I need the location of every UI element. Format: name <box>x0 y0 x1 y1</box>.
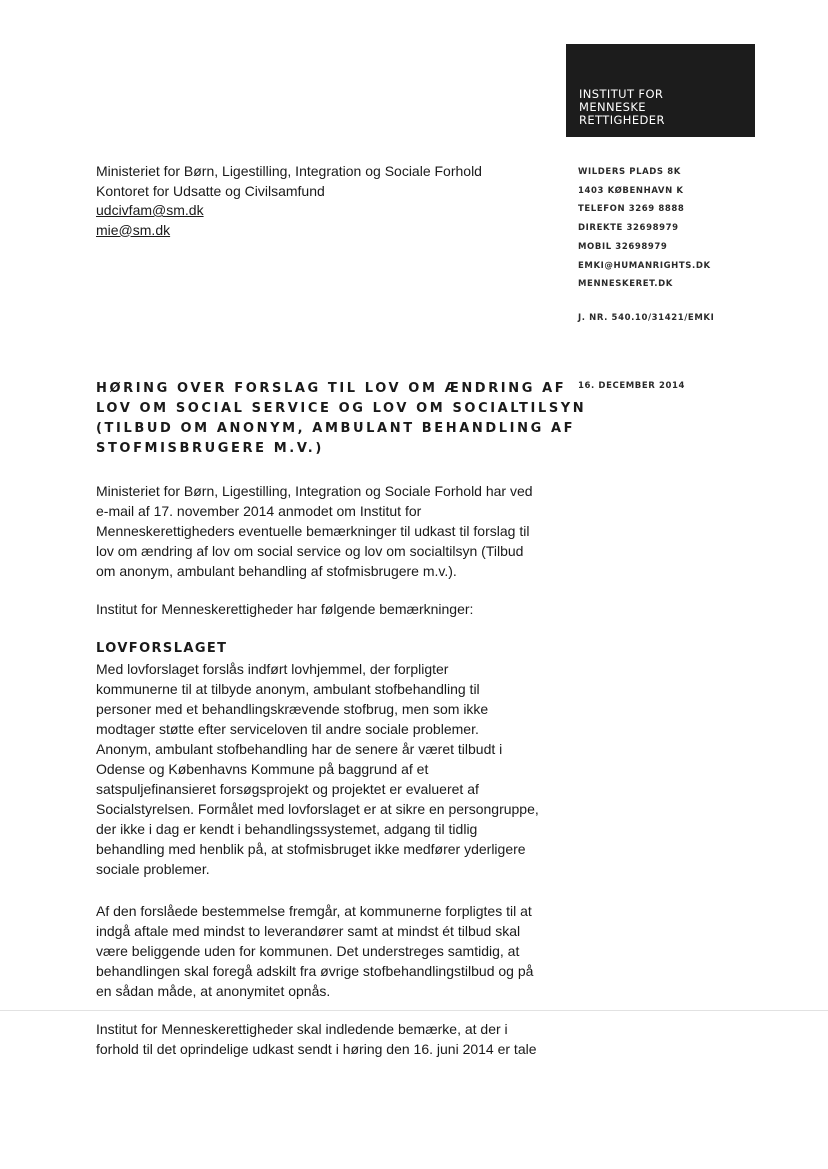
section-body-paragraph <box>96 659 576 879</box>
institute-logo <box>566 44 755 137</box>
paragraph-line: Odense og Københavns Kommune på baggrund af et <box>96 761 429 777</box>
logo-line: MENNESKE <box>579 100 646 114</box>
paragraph-line: indgå aftale med mindst to leverandører samt at mindst ét tilbud skal <box>96 923 521 939</box>
paragraph-line: Institut for Menneskerettigheder skal indledende bemærke, at der i <box>96 1021 508 1037</box>
paragraph-line: behandling med henblik på, at stofmisbruget ikke medfører yderligere <box>96 841 526 857</box>
closing-paragraph <box>96 1019 576 1059</box>
paragraph-line: der ikke i dag er kendt i behandlingssystemet, adgang til tidlig <box>96 821 478 837</box>
sender-direct-phone: DIREKTE 32698979 <box>578 223 679 234</box>
paragraph-line: behandlingen skal foregå adskilt fra øvrige stofbehandlingstilbud og på <box>96 963 534 979</box>
logo-line: RETTIGHEDER <box>579 113 665 127</box>
logo-line: INSTITUT FOR <box>579 87 664 101</box>
recipient-office: Kontoret for Udsatte og Civilsamfund <box>96 182 325 199</box>
paragraph-line: om anonym, ambulant behandling af stofmisbrugere m.v.). <box>96 563 457 579</box>
letter-date: 16. DECEMBER 2014 <box>578 381 686 391</box>
paragraph-line: en sådan måde, at anonymitet opnås. <box>96 983 331 999</box>
intro-paragraph <box>96 481 576 581</box>
remarks-intro-paragraph <box>96 599 576 619</box>
paragraph-line: lov om ændring af lov om social service og lov om socialtilsyn (Tilbud <box>96 543 524 559</box>
journal-number: J. NR. 540.10/31421/EMKI <box>578 313 715 323</box>
paragraph-line: være beliggende uden for kommunen. Det understreges samtidig, at <box>96 943 520 959</box>
paragraph-line: satspuljefinansieret forsøgsprojekt og projektet er evalueret af <box>96 781 479 797</box>
recipient-email-link[interactable]: udcivfam@sm.dk <box>96 202 204 218</box>
sender-address-line: WILDERS PLADS 8K <box>578 167 681 177</box>
paragraph-line: modtager støtte efter serviceloven til andre sociale problemer. <box>96 721 479 737</box>
paragraph-line: sociale problemer. <box>96 861 210 877</box>
sender-phone: TELEFON 3269 8888 <box>578 204 685 215</box>
paragraph-line: Af den forslåede bestemmelse fremgår, at kommunerne forpligtes til at <box>96 903 532 919</box>
recipient-ministry: Ministeriet for Børn, Ligestilling, Integration og Sociale Forhold <box>96 163 482 179</box>
paragraph-line: Ministeriet for Børn, Ligestilling, Integration og Sociale Forhold har ved <box>96 483 533 499</box>
section-heading-lovforslaget: LOVFORSLAGET <box>96 641 228 656</box>
paragraph-line: Anonym, ambulant stofbehandling har de senere år været tilbudt i <box>96 741 503 757</box>
scan-fold-line <box>0 1010 828 1011</box>
sender-email: EMKI@HUMANRIGHTS.DK <box>578 260 711 271</box>
provision-paragraph <box>96 901 576 1001</box>
sender-address-line: 1403 KØBENHAVN K <box>578 185 684 196</box>
recipient-email-link[interactable]: mie@sm.dk <box>96 221 171 238</box>
paragraph-line: kommunerne til at tilbyde anonym, ambulant stofbehandling til <box>96 681 480 697</box>
heading-line: (TILBUD OM ANONYM, AMBULANT BEHANDLING AF <box>96 421 576 436</box>
paragraph-line: Socialstyrelsen. Formålet med lovforslaget er at sikre en persongruppe, <box>96 801 539 817</box>
letter-heading <box>96 379 587 459</box>
paragraph-line: Med lovforslaget forslås indført lovhjemmel, der forpligter <box>96 661 449 677</box>
paragraph-line: personer med et behandlingskrævende stofbrug, men som ikke <box>96 701 489 717</box>
paragraph-line: forhold til det oprindelige udkast sendt i høring den 16. juni 2014 er tale <box>96 1041 537 1057</box>
heading-line: STOFMISBRUGERE M.V.) <box>96 441 324 456</box>
heading-line: HØRING OVER FORSLAG TIL LOV OM ÆNDRING AF <box>96 381 567 396</box>
sender-contact-block <box>578 163 711 294</box>
paragraph-line: Institut for Menneskerettigheder har følgende bemærkninger: <box>96 601 474 617</box>
paragraph-line: e-mail af 17. november 2014 anmodet om Institut for <box>96 503 422 519</box>
paragraph-line: Menneskerettigheders eventuelle bemærkninger til udkast til forslag til <box>96 523 530 539</box>
sender-website: MENNESKERET.DK <box>578 279 673 290</box>
recipient-address <box>96 162 482 240</box>
sender-mobile: MOBIL 32698979 <box>578 241 668 252</box>
heading-line: LOV OM SOCIAL SERVICE OG LOV OM SOCIALTILSYN <box>96 401 587 416</box>
